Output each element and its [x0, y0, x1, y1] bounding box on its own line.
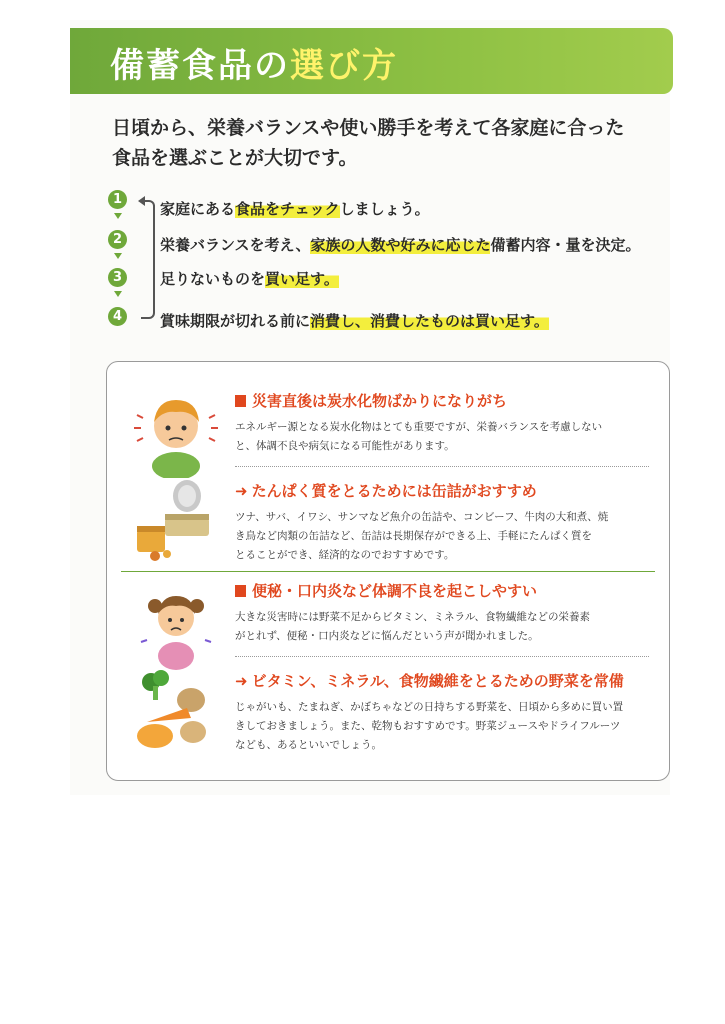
- step-number-4: 4: [108, 307, 127, 326]
- dotted-divider: [235, 656, 649, 657]
- square-bullet-icon: [235, 395, 246, 407]
- tip-title-3-text: 便秘・口内炎など体調不良を起こしやすい: [252, 582, 538, 600]
- step-text-2-post: 備蓄内容・量を決定。: [490, 236, 641, 254]
- tip-title-3: [235, 580, 537, 601]
- tip-body-4-line-1: じゃがいも、たまねぎ、かぼちゃなどの日持ちする野菜を、日頃から多めに買い置: [235, 701, 624, 713]
- step-text-1: [160, 198, 430, 219]
- tip-body-3-line-1: 大きな災害時には野菜不足からビタミン、ミネラル、食物繊維などの栄養素: [235, 611, 591, 623]
- tip-body-1-line-1: エネルギー源となる炭水化物はとても重要ですが、栄養バランスを考慮しない: [235, 421, 603, 433]
- intro-line-2: 食品を選ぶことが大切です。: [112, 147, 358, 169]
- tip-body-2-line-2: き鳥など肉類の缶詰など、缶詰は長期保存ができる上、手軽にたんぱく質を: [235, 530, 592, 542]
- down-arrow-icon: [114, 253, 122, 259]
- page-title-highlight: 選び方: [290, 46, 398, 86]
- down-arrow-icon: [114, 213, 122, 219]
- tip-body-1: [235, 418, 655, 456]
- step-number-1: 1: [108, 190, 127, 209]
- left-arrow-icon: [138, 196, 145, 206]
- intro-text: [112, 113, 672, 173]
- tip-body-1-line-2: と、体調不良や病気になる可能性があります。: [235, 440, 455, 452]
- canned-food-illustration: [129, 474, 224, 564]
- step-text-4-mark: 消費し、消費したものは買い足す。: [310, 312, 549, 330]
- tip-title-1-text: 災害直後は炭水化物ばかりになりがち: [252, 392, 508, 410]
- step-number-3: 3: [108, 268, 127, 287]
- step-text-1-post: しましょう。: [339, 200, 430, 218]
- intro-line-1: 日頃から、栄養バランスや使い勝手を考えて各家庭に合った: [112, 117, 625, 139]
- page-title-main: 備蓄食品の: [110, 46, 290, 86]
- square-bullet-icon: [235, 585, 246, 597]
- tip-body-2: [235, 508, 655, 565]
- tip-body-3-line-2: がとれず、便秘・口内炎などに悩んだという声が聞かれました。: [235, 630, 539, 642]
- tip-body-4-line-3: なども、あるといいでしょう。: [235, 739, 382, 751]
- page-title: [110, 38, 398, 87]
- dotted-divider: [235, 466, 649, 467]
- step-text-1-pre: 家庭にある: [160, 200, 236, 218]
- step-text-2-mark: 家族の人数や好みに応じた: [310, 236, 491, 254]
- step-text-1-mark: 食品をチェック: [235, 200, 340, 218]
- title-banner: [70, 28, 673, 94]
- step-text-2-pre: 栄養バランスを考え、: [160, 236, 311, 254]
- steps-list: [108, 190, 678, 340]
- right-arrow-icon: ➜: [235, 482, 248, 500]
- tip-body-2-line-1: ツナ、サバ、イワシ、サンマなど魚介の缶詰や、コンビーフ、牛肉の大和煮、焼: [235, 511, 609, 523]
- step-text-4: [160, 310, 549, 331]
- step-text-3-pre: 足りないものを: [160, 270, 266, 288]
- vegetables-illustration: [129, 666, 224, 756]
- tip-body-3: [235, 608, 655, 646]
- cycle-bracket: [141, 200, 155, 319]
- step-text-3-mark: 買い足す。: [265, 270, 339, 288]
- tip-title-4-text: ビタミン、ミネラル、食物繊維をとるための野菜を常備: [251, 672, 624, 690]
- section-divider: [121, 571, 655, 572]
- tip-title-4: [235, 670, 624, 691]
- tip-body-4: [235, 698, 655, 755]
- step-text-3: [160, 268, 339, 289]
- step-number-2: 2: [108, 230, 127, 249]
- tip-title-2: [235, 480, 537, 501]
- step-text-2: [160, 234, 640, 255]
- tip-body-4-line-2: きしておきましょう。また、乾物もおすすめです。野菜ジュースやドライフルーツ: [235, 720, 621, 732]
- step-text-4-pre: 賞味期限が切れる前に: [160, 312, 311, 330]
- right-arrow-icon: ➜: [235, 672, 248, 690]
- tips-box: [106, 361, 670, 781]
- tip-title-1: [235, 390, 507, 411]
- down-arrow-icon: [114, 291, 122, 297]
- tired-boy-illustration: [129, 388, 224, 478]
- sick-girl-illustration: [129, 580, 224, 670]
- tip-body-2-line-3: とることができ、経済的なのでおすすめです。: [235, 549, 455, 561]
- tip-title-2-text: たんぱく質をとるためには缶詰がおすすめ: [251, 482, 537, 500]
